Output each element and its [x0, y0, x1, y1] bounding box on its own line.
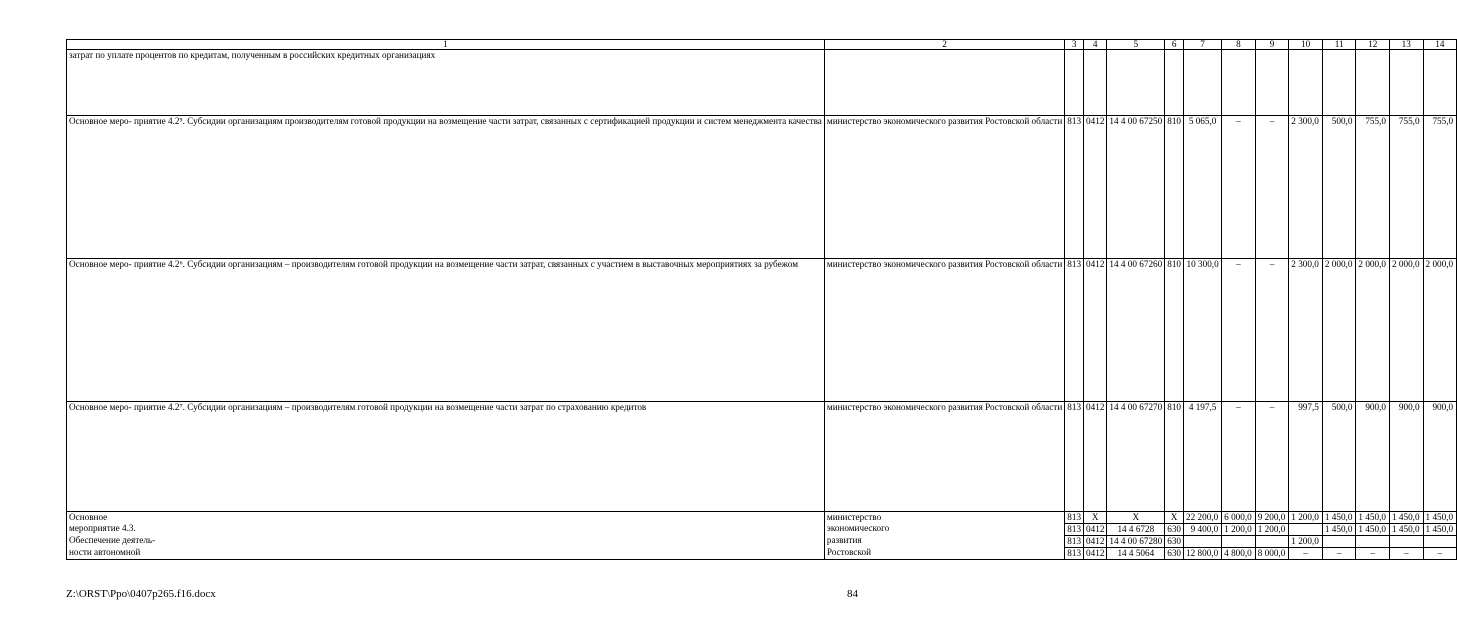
column-number: 6: [1165, 40, 1184, 50]
column-number: 13: [1389, 40, 1423, 50]
activity-name-cell: затрат по уплате процентов по кредитам, полученным в российских кредитных организациях: [67, 50, 825, 116]
table-subrow: [67, 535, 1457, 547]
value-cell: [1222, 535, 1256, 547]
footer-page-number: 84: [847, 588, 858, 600]
value-cell: 1 200,0: [1289, 512, 1323, 524]
value-cell: 1 200,0: [1222, 523, 1256, 535]
value-cell: 810: [1165, 402, 1184, 512]
value-cell: 630: [1165, 535, 1184, 547]
budget-table: [66, 39, 1457, 560]
value-cell: 6 000,0: [1222, 512, 1256, 524]
column-number: 12: [1356, 40, 1390, 50]
value-cell: 900,0: [1356, 402, 1390, 512]
table-subrow: [67, 512, 1457, 524]
value-cell: 0412: [1084, 402, 1107, 512]
executor-cell: Ростовской: [824, 547, 1064, 559]
column-number: 14: [1423, 40, 1457, 50]
column-number: 9: [1255, 40, 1289, 50]
value-cell: 900,0: [1423, 402, 1457, 512]
value-cell: [1107, 50, 1165, 116]
value-cell: 997,5: [1289, 402, 1323, 512]
value-cell: [1389, 535, 1423, 547]
value-cell: 755,0: [1423, 116, 1457, 259]
value-cell: 813: [1065, 402, 1084, 512]
activity-name-cell: Обеспечение деятель-: [67, 535, 825, 547]
value-cell: –: [1255, 259, 1289, 402]
header-row: [67, 40, 1457, 50]
value-cell: 4 800,0: [1222, 547, 1256, 559]
value-cell: 5 065,0: [1184, 116, 1222, 259]
column-number: 7: [1184, 40, 1222, 50]
value-cell: [1423, 50, 1457, 116]
value-cell: 813: [1065, 512, 1084, 524]
value-cell: 500,0: [1322, 116, 1356, 259]
value-cell: 1 450,0: [1423, 523, 1457, 535]
table-row: [67, 402, 1457, 512]
value-cell: 0412: [1084, 116, 1107, 259]
table-row: [67, 50, 1457, 116]
value-cell: [1165, 50, 1184, 116]
value-cell: 14 4 00 67250: [1107, 116, 1165, 259]
value-cell: [1255, 50, 1289, 116]
value-cell: 0412: [1084, 547, 1107, 559]
executor-cell: [824, 50, 1064, 116]
value-cell: –: [1423, 547, 1457, 559]
value-cell: [1289, 523, 1323, 535]
value-cell: 8 000,0: [1255, 547, 1289, 559]
value-cell: 2 000,0: [1356, 259, 1390, 402]
value-cell: –: [1222, 402, 1256, 512]
value-cell: 14 4 5064: [1107, 547, 1165, 559]
table-row: [67, 116, 1457, 259]
value-cell: [1184, 50, 1222, 116]
column-number: 10: [1289, 40, 1323, 50]
value-cell: –: [1389, 547, 1423, 559]
value-cell: 1 450,0: [1356, 512, 1390, 524]
executor-cell: министерство экономического развития Ростовской области: [824, 402, 1064, 512]
value-cell: [1065, 50, 1084, 116]
table-row: [67, 259, 1457, 402]
value-cell: –: [1255, 402, 1289, 512]
value-cell: 2 000,0: [1322, 259, 1356, 402]
footer-file-path: Z:\ORST\Ppo\0407p265.f16.docx: [66, 588, 216, 600]
value-cell: 810: [1165, 259, 1184, 402]
activity-name-cell: Основное меро- приятие 4.2⁷. Субсидии организациям – производителям готовой продукции на возмещение части затрат по страхованию кредитов: [67, 402, 825, 512]
value-cell: 810: [1165, 116, 1184, 259]
value-cell: 900,0: [1389, 402, 1423, 512]
value-cell: –: [1356, 547, 1390, 559]
value-cell: 500,0: [1322, 402, 1356, 512]
column-number: 1: [67, 40, 825, 50]
value-cell: [1255, 535, 1289, 547]
column-number: 8: [1222, 40, 1256, 50]
value-cell: [1322, 50, 1356, 116]
value-cell: [1084, 50, 1107, 116]
value-cell: 0412: [1084, 535, 1107, 547]
table-subrow: [67, 523, 1457, 535]
value-cell: 813: [1065, 259, 1084, 402]
column-number: 3: [1065, 40, 1084, 50]
value-cell: 1 450,0: [1322, 512, 1356, 524]
executor-cell: министерство экономического развития Ростовской области: [824, 259, 1064, 402]
value-cell: 813: [1065, 535, 1084, 547]
activity-name-cell: Основное: [67, 512, 825, 524]
value-cell: 2 300,0: [1289, 259, 1323, 402]
column-number: 2: [824, 40, 1064, 50]
value-cell: X: [1107, 512, 1165, 524]
value-cell: [1356, 50, 1390, 116]
value-cell: [1184, 535, 1222, 547]
value-cell: –: [1222, 259, 1256, 402]
value-cell: [1356, 535, 1390, 547]
executor-cell: министерство экономического развития Ростовской области: [824, 116, 1064, 259]
value-cell: X: [1165, 512, 1184, 524]
value-cell: 813: [1065, 547, 1084, 559]
value-cell: 22 200,0: [1184, 512, 1222, 524]
value-cell: 10 300,0: [1184, 259, 1222, 402]
column-number: 4: [1084, 40, 1107, 50]
value-cell: –: [1289, 547, 1323, 559]
value-cell: –: [1255, 116, 1289, 259]
value-cell: [1423, 535, 1457, 547]
value-cell: 2 000,0: [1389, 259, 1423, 402]
value-cell: 1 450,0: [1423, 512, 1457, 524]
value-cell: 630: [1165, 523, 1184, 535]
activity-name-cell: Основное меро- приятие 4.2⁶. Субсидии организациям – производителям готовой продукции на возмещение части затрат, связанных с участием в выставочных мероприятиях за рубежом: [67, 259, 825, 402]
value-cell: 1 200,0: [1289, 535, 1323, 547]
activity-name-cell: ности автономной: [67, 547, 825, 559]
value-cell: 813: [1065, 523, 1084, 535]
value-cell: 1 450,0: [1389, 523, 1423, 535]
value-cell: 9 200,0: [1255, 512, 1289, 524]
value-cell: 4 197,5: [1184, 402, 1222, 512]
value-cell: 0412: [1084, 259, 1107, 402]
value-cell: 1 450,0: [1322, 523, 1356, 535]
activity-name-cell: мероприятие 4.3.: [67, 523, 825, 535]
value-cell: 14 4 00 67270: [1107, 402, 1165, 512]
value-cell: [1322, 535, 1356, 547]
value-cell: 14 4 00 67260: [1107, 259, 1165, 402]
activity-name-cell: Основное меро- приятие 4.2⁵. Субсидии организациям производителям готовой продукции на возмещение части затрат, связанных с сертификацией продукции и систем менеджмента качества: [67, 116, 825, 259]
executor-cell: развития: [824, 535, 1064, 547]
value-cell: 630: [1165, 547, 1184, 559]
value-cell: 14 4 00 67280: [1107, 535, 1165, 547]
value-cell: 12 800,0: [1184, 547, 1222, 559]
value-cell: –: [1322, 547, 1356, 559]
value-cell: [1289, 50, 1323, 116]
value-cell: 755,0: [1356, 116, 1390, 259]
value-cell: –: [1222, 116, 1256, 259]
executor-cell: министерство: [824, 512, 1064, 524]
value-cell: 9 400,0: [1184, 523, 1222, 535]
executor-cell: экономического: [824, 523, 1064, 535]
value-cell: 1 450,0: [1356, 523, 1390, 535]
value-cell: X: [1084, 512, 1107, 524]
value-cell: 2 300,0: [1289, 116, 1323, 259]
value-cell: 1 200,0: [1255, 523, 1289, 535]
value-cell: [1389, 50, 1423, 116]
value-cell: 0412: [1084, 523, 1107, 535]
value-cell: 2 000,0: [1423, 259, 1457, 402]
column-number: 11: [1322, 40, 1356, 50]
value-cell: 755,0: [1389, 116, 1423, 259]
table-subrow: [67, 547, 1457, 559]
value-cell: 813: [1065, 116, 1084, 259]
value-cell: 14 4 6728: [1107, 523, 1165, 535]
value-cell: [1222, 50, 1256, 116]
value-cell: 1 450,0: [1389, 512, 1423, 524]
column-number: 5: [1107, 40, 1165, 50]
